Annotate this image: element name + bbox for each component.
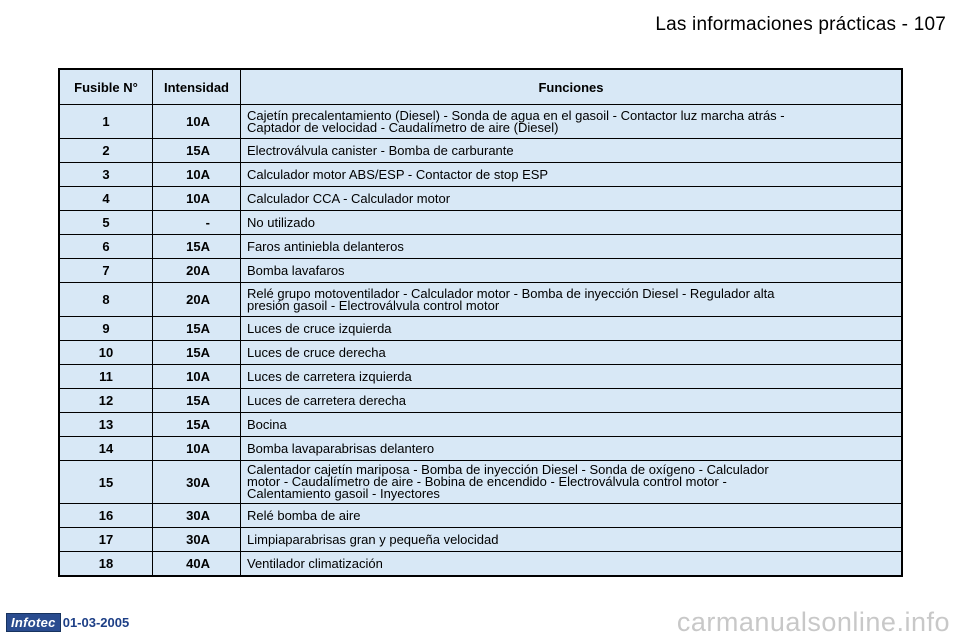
fuse-number: 5 — [59, 211, 153, 235]
function-line: Calculador motor ABS/ESP - Contactor de stop ESP — [247, 166, 549, 182]
fuse-intensity: 15A — [153, 389, 241, 413]
table-row — [59, 437, 902, 461]
fuse-functions — [241, 139, 903, 163]
fuse-intensity: 10A — [153, 163, 241, 187]
fuse-functions — [241, 341, 903, 365]
fuse-number: 14 — [59, 437, 153, 461]
fuse-number: 8 — [59, 283, 153, 317]
table-row — [59, 235, 902, 259]
function-line: presión gasoil - Electroválvula control motor — [247, 297, 500, 313]
table-row — [59, 461, 902, 504]
table-row — [59, 341, 902, 365]
fuse-intensity: 10A — [153, 365, 241, 389]
fuse-functions — [241, 389, 903, 413]
function-line: Calculador CCA - Calculador motor — [247, 190, 451, 206]
fuse-intensity: 15A — [153, 317, 241, 341]
table-row — [59, 163, 902, 187]
fuse-functions — [241, 235, 903, 259]
function-line: Calentador cajetín mariposa - Bomba de inyección Diesel - Sonda de oxígeno - Calculador — [247, 462, 769, 477]
footer — [6, 613, 129, 632]
fuse-intensity: 30A — [153, 528, 241, 552]
fuse-intensity: 20A — [153, 283, 241, 317]
fuse-functions — [241, 552, 903, 577]
function-line: Faros antiniebla delanteros — [247, 238, 404, 254]
fuse-functions — [241, 528, 903, 552]
fuse-intensity: 30A — [153, 461, 241, 504]
fuse-table — [58, 68, 903, 577]
fuse-functions — [241, 504, 903, 528]
fuse-functions — [241, 437, 903, 461]
fuse-intensity: 15A — [153, 139, 241, 163]
table-row — [59, 105, 902, 139]
fuse-number: 12 — [59, 389, 153, 413]
fuse-number: 10 — [59, 341, 153, 365]
fuse-intensity: 40A — [153, 552, 241, 577]
fuse-number: 17 — [59, 528, 153, 552]
table-body — [59, 105, 902, 577]
fuse-functions — [241, 365, 903, 389]
function-line: Luces de cruce derecha — [247, 344, 386, 360]
table-row — [59, 317, 902, 341]
fuse-intensity: 30A — [153, 504, 241, 528]
fuse-functions — [241, 317, 903, 341]
fuse-number: 13 — [59, 413, 153, 437]
fuse-functions — [241, 259, 903, 283]
fuse-number: 1 — [59, 105, 153, 139]
function-line: Luces de carretera izquierda — [247, 368, 412, 384]
function-line: Captador de velocidad - Caudalímetro de aire (Diesel) — [247, 119, 559, 135]
watermark: carmanualsonline.info — [676, 607, 950, 637]
fuse-functions — [241, 187, 903, 211]
fuse-functions — [241, 413, 903, 437]
table-row — [59, 504, 902, 528]
fuse-number: 2 — [59, 139, 153, 163]
fuse-intensity: 10A — [153, 105, 241, 139]
table-row — [59, 413, 902, 437]
function-line: Ventilador climatización — [247, 555, 383, 571]
fuse-intensity: 10A — [153, 187, 241, 211]
function-line: Relé grupo motoventilador - Calculador motor - Bomba de inyección Diesel - Regulador alta — [247, 285, 775, 301]
table-row — [59, 389, 902, 413]
fuse-functions — [241, 283, 903, 317]
function-line: Luces de carretera derecha — [247, 392, 406, 408]
fuse-number: 16 — [59, 504, 153, 528]
fuse-functions — [241, 163, 903, 187]
fuse-intensity: 20A — [153, 259, 241, 283]
fuse-number: 11 — [59, 365, 153, 389]
function-line: Electroválvula canister - Bomba de carburante — [247, 142, 514, 158]
column-header-functions: Funciones — [241, 69, 903, 105]
function-line: Calentamiento gasoil - Inyectores — [247, 486, 440, 501]
fuse-number: 7 — [59, 259, 153, 283]
function-line: Cajetín precalentamiento (Diesel) - Sonda de agua en el gasoil - Contactor luz marcha atrás - — [247, 107, 785, 123]
fuse-functions — [241, 461, 903, 504]
fuse-number: 9 — [59, 317, 153, 341]
function-line: Limpiaparabrisas gran y pequeña velocidad — [247, 531, 499, 547]
function-line: No utilizado — [247, 214, 315, 230]
table-row — [59, 365, 902, 389]
fuse-number: 18 — [59, 552, 153, 577]
infotec-logo: Infotec — [6, 613, 61, 632]
column-header-intensity: Intensidad — [153, 69, 241, 105]
table-row — [59, 139, 902, 163]
column-header-fuse: Fusible N° — [59, 69, 153, 105]
fuse-intensity: 15A — [153, 341, 241, 365]
table-header-row — [59, 69, 902, 105]
footer-date: 01-03-2005 — [62, 615, 130, 630]
fuse-number: 4 — [59, 187, 153, 211]
fuse-intensity: - — [153, 211, 241, 235]
fuse-functions — [241, 105, 903, 139]
table-row — [59, 211, 902, 235]
fuse-intensity: 10A — [153, 437, 241, 461]
fuse-functions — [241, 211, 903, 235]
table-row — [59, 187, 902, 211]
function-line: Bomba lavafaros — [247, 262, 345, 278]
table-row — [59, 528, 902, 552]
table-row — [59, 552, 902, 577]
fuse-number: 3 — [59, 163, 153, 187]
table-row — [59, 259, 902, 283]
function-line: Bocina — [247, 416, 287, 432]
fuse-number: 6 — [59, 235, 153, 259]
fuse-number: 15 — [59, 461, 153, 504]
function-line: Luces de cruce izquierda — [247, 320, 392, 336]
table-row — [59, 283, 902, 317]
fuse-intensity: 15A — [153, 235, 241, 259]
fuse-intensity: 15A — [153, 413, 241, 437]
function-line: motor - Caudalímetro de aire - Bobina de encendido - Electroválvula control motor - — [247, 474, 727, 489]
function-line: Bomba lavaparabrisas delantero — [247, 440, 435, 456]
function-line: Relé bomba de aire — [247, 507, 361, 523]
page-title: Las informaciones prácticas - 107 — [655, 14, 946, 35]
